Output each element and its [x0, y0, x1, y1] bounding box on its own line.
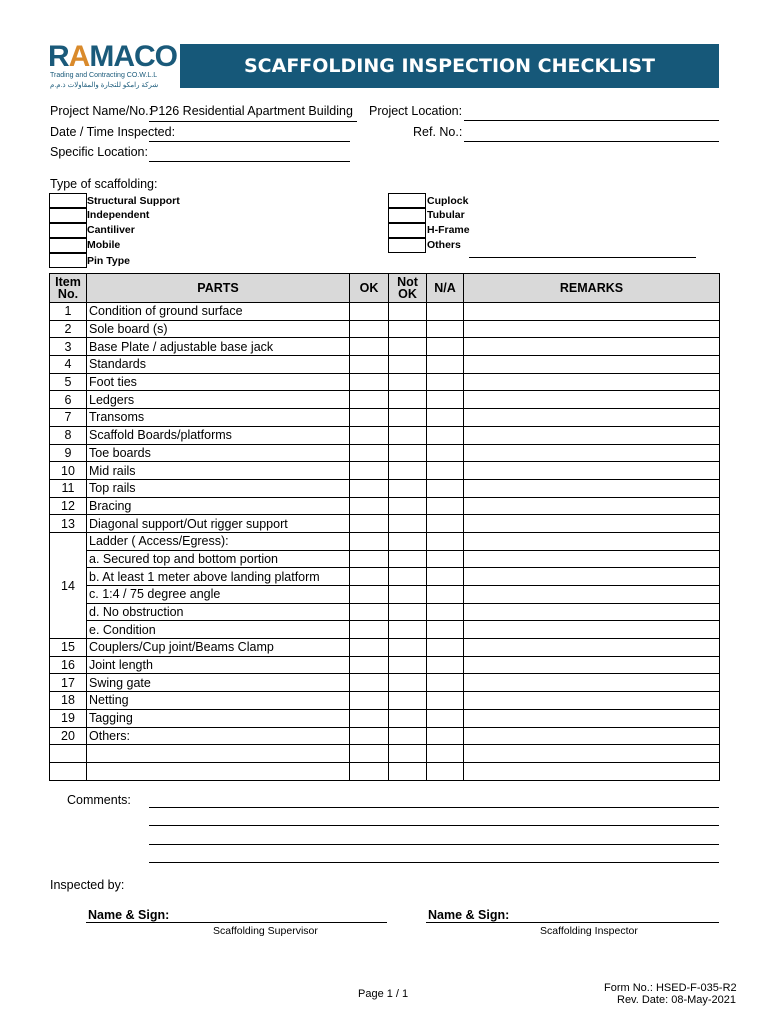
remarks-cell[interactable]: [464, 692, 720, 710]
not-ok-cell[interactable]: [389, 532, 427, 550]
item-number: 9: [50, 444, 87, 462]
table-row: [50, 727, 720, 745]
checkbox-cuplock[interactable]: [388, 193, 426, 208]
remarks-cell[interactable]: [464, 515, 720, 533]
part-name: Transoms: [87, 409, 350, 427]
na-cell[interactable]: [427, 745, 464, 763]
table-row: [50, 550, 720, 568]
type-label-pin-type: Pin Type: [87, 255, 130, 267]
comments-label: Comments:: [67, 793, 131, 807]
not-ok-cell[interactable]: [389, 338, 427, 356]
na-cell[interactable]: [427, 391, 464, 409]
remarks-cell[interactable]: [464, 373, 720, 391]
na-cell[interactable]: [427, 692, 464, 710]
page-number: Page 1 / 1: [358, 988, 409, 1000]
project-name-value[interactable]: P126 Residential Apartment Building: [150, 104, 353, 118]
ok-cell[interactable]: [350, 692, 389, 710]
not-ok-cell[interactable]: [389, 674, 427, 692]
remarks-cell[interactable]: [464, 603, 720, 621]
part-name: Joint length: [87, 656, 350, 674]
part-name: Top rails: [87, 479, 350, 497]
part-name: Condition of ground surface: [87, 303, 350, 321]
remarks-cell[interactable]: [464, 550, 720, 568]
part-name: Others:: [87, 727, 350, 745]
part-name: Standards: [87, 356, 350, 374]
remarks-cell[interactable]: [464, 391, 720, 409]
project-name-label: Project Name/No.:: [50, 104, 153, 118]
not-ok-cell[interactable]: [389, 586, 427, 604]
item-number: 6: [50, 391, 87, 409]
na-cell[interactable]: [427, 479, 464, 497]
ok-cell[interactable]: [350, 409, 389, 427]
part-name: Ladder ( Access/Egress):: [87, 532, 350, 550]
logo-arabic-name: شركة رامكو للتجارة والمقاولات ذ.م.م: [50, 82, 159, 89]
not-ok-cell[interactable]: [389, 444, 427, 462]
not-ok-cell[interactable]: [389, 709, 427, 727]
ok-cell[interactable]: [350, 532, 389, 550]
type-label-mobile: Mobile: [87, 239, 121, 251]
na-cell[interactable]: [427, 762, 464, 780]
remarks-cell[interactable]: [464, 497, 720, 515]
checkbox-mobile[interactable]: [49, 238, 87, 253]
remarks-cell[interactable]: [464, 444, 720, 462]
table-row: [50, 532, 720, 550]
comments-line-1[interactable]: [149, 807, 719, 808]
date-time-label: Date / Time Inspected:: [50, 125, 176, 139]
ok-cell[interactable]: [350, 426, 389, 444]
part-name: Diagonal support/Out rigger support: [87, 515, 350, 533]
ok-cell[interactable]: [350, 356, 389, 374]
table-row: [50, 515, 720, 533]
item-number: 20: [50, 727, 87, 745]
na-cell[interactable]: [427, 621, 464, 639]
supervisor-sign-field[interactable]: [86, 922, 387, 923]
table-row: [50, 674, 720, 692]
table-row: [50, 320, 720, 338]
not-ok-cell[interactable]: [389, 426, 427, 444]
ok-cell[interactable]: [350, 515, 389, 533]
remarks-cell[interactable]: [464, 532, 720, 550]
table-row: [50, 479, 720, 497]
type-label-cantiliver: Cantiliver: [87, 224, 135, 236]
na-cell[interactable]: [427, 639, 464, 657]
checkbox-pin-type[interactable]: [49, 253, 87, 268]
item-number: 17: [50, 674, 87, 692]
part-name: e. Condition: [87, 621, 350, 639]
not-ok-cell[interactable]: [389, 727, 427, 745]
checkbox-others[interactable]: [388, 238, 426, 253]
type-label-others: Others: [427, 239, 461, 251]
item-number: 4: [50, 356, 87, 374]
not-ok-cell[interactable]: [389, 391, 427, 409]
remarks-cell[interactable]: [464, 709, 720, 727]
item-number: 11: [50, 479, 87, 497]
ok-cell[interactable]: [350, 745, 389, 763]
table-row: [50, 462, 720, 480]
not-ok-cell[interactable]: [389, 621, 427, 639]
inspected-by-label: Inspected by:: [50, 878, 125, 892]
item-number: 16: [50, 656, 87, 674]
ok-cell[interactable]: [350, 568, 389, 586]
ok-cell[interactable]: [350, 727, 389, 745]
na-cell[interactable]: [427, 727, 464, 745]
ok-cell[interactable]: [350, 621, 389, 639]
remarks-cell[interactable]: [464, 426, 720, 444]
table-row: [50, 444, 720, 462]
ok-cell[interactable]: [350, 303, 389, 321]
project-location-label: Project Location:: [369, 104, 463, 118]
na-cell[interactable]: [427, 550, 464, 568]
remarks-cell[interactable]: [464, 674, 720, 692]
part-name: b. At least 1 meter above landing platform: [87, 568, 350, 586]
remarks-cell[interactable]: [464, 303, 720, 321]
remarks-cell[interactable]: [464, 409, 720, 427]
ok-cell[interactable]: [350, 497, 389, 515]
table-row: [50, 639, 720, 657]
not-ok-cell[interactable]: [389, 479, 427, 497]
ok-cell[interactable]: [350, 391, 389, 409]
project-name-line: [149, 121, 357, 122]
inspection-checklist-table: [49, 273, 720, 781]
remarks-cell[interactable]: [464, 656, 720, 674]
others-specify-field[interactable]: [469, 257, 696, 258]
ok-cell[interactable]: [350, 656, 389, 674]
item-number: 3: [50, 338, 87, 356]
part-name: d. No obstruction: [87, 603, 350, 621]
remarks-cell[interactable]: [464, 586, 720, 604]
na-cell[interactable]: [427, 426, 464, 444]
part-name: Mid rails: [87, 462, 350, 480]
header-parts: PARTS: [87, 274, 350, 303]
not-ok-cell[interactable]: [389, 550, 427, 568]
not-ok-cell[interactable]: [389, 497, 427, 515]
remarks-cell[interactable]: [464, 745, 720, 763]
na-cell[interactable]: [427, 709, 464, 727]
na-cell[interactable]: [427, 568, 464, 586]
ok-cell[interactable]: [350, 479, 389, 497]
checkbox-h-frame[interactable]: [388, 223, 426, 238]
table-row: [50, 568, 720, 586]
na-cell[interactable]: [427, 444, 464, 462]
table-row: [50, 426, 720, 444]
table-row: [50, 391, 720, 409]
table-row: [50, 373, 720, 391]
part-name: Foot ties: [87, 373, 350, 391]
type-label-tubular: Tubular: [427, 209, 465, 221]
remarks-cell[interactable]: [464, 356, 720, 374]
part-name: Tagging: [87, 709, 350, 727]
table-row: [50, 356, 720, 374]
comments-line-3[interactable]: [149, 844, 719, 845]
part-name: Base Plate / adjustable base jack: [87, 338, 350, 356]
not-ok-cell[interactable]: [389, 692, 427, 710]
part-name: Toe boards: [87, 444, 350, 462]
na-cell[interactable]: [427, 338, 464, 356]
not-ok-cell[interactable]: [389, 762, 427, 780]
na-cell[interactable]: [427, 320, 464, 338]
specific-location-field[interactable]: [149, 161, 350, 162]
na-cell[interactable]: [427, 303, 464, 321]
inspector-sign-field[interactable]: [426, 922, 719, 923]
type-label-structural-support: Structural Support: [87, 195, 180, 207]
table-row: [50, 303, 720, 321]
na-cell[interactable]: [427, 586, 464, 604]
item-number: 8: [50, 426, 87, 444]
checkbox-tubular[interactable]: [388, 208, 426, 223]
date-time-field[interactable]: [149, 141, 350, 142]
remarks-cell[interactable]: [464, 568, 720, 586]
ok-cell[interactable]: [350, 639, 389, 657]
not-ok-cell[interactable]: [389, 462, 427, 480]
header-item-no: Item No.: [50, 274, 87, 303]
ref-no-label: Ref. No.:: [413, 125, 463, 139]
ok-cell[interactable]: [350, 338, 389, 356]
table-row: [50, 409, 720, 427]
table-row: [50, 656, 720, 674]
item-number: 1: [50, 303, 87, 321]
part-name: Ledgers: [87, 391, 350, 409]
header-ok: OK: [350, 274, 389, 303]
page-title: SCAFFOLDING INSPECTION CHECKLIST: [180, 44, 719, 88]
company-logo: [48, 42, 180, 90]
not-ok-cell[interactable]: [389, 373, 427, 391]
not-ok-cell[interactable]: [389, 745, 427, 763]
part-name: [87, 762, 350, 780]
not-ok-cell[interactable]: [389, 568, 427, 586]
specific-location-label: Specific Location:: [50, 145, 148, 159]
na-cell[interactable]: [427, 356, 464, 374]
remarks-cell[interactable]: [464, 462, 720, 480]
logo-wordmark: RAMACO: [48, 40, 177, 73]
part-name: [87, 745, 350, 763]
part-name: Scaffold Boards/platforms: [87, 426, 350, 444]
ok-cell[interactable]: [350, 762, 389, 780]
item-number: 13: [50, 515, 87, 533]
not-ok-cell[interactable]: [389, 409, 427, 427]
item-number: 19: [50, 709, 87, 727]
item-number: 10: [50, 462, 87, 480]
logo-subtitle: Trading and Contracting CO.W.L.L: [50, 72, 158, 79]
part-name: Swing gate: [87, 674, 350, 692]
scaffold-type-heading: Type of scaffolding:: [50, 177, 158, 191]
remarks-cell[interactable]: [464, 338, 720, 356]
table-row: [50, 338, 720, 356]
comments-line-2[interactable]: [149, 825, 719, 826]
table-row: [50, 762, 720, 780]
ok-cell[interactable]: [350, 320, 389, 338]
not-ok-cell[interactable]: [389, 356, 427, 374]
table-row: [50, 621, 720, 639]
checkbox-independent[interactable]: [49, 208, 87, 223]
supervisor-sign-label: Name & Sign:: [88, 908, 170, 922]
supervisor-role: Scaffolding Supervisor: [213, 925, 318, 937]
na-cell[interactable]: [427, 409, 464, 427]
na-cell[interactable]: [427, 515, 464, 533]
remarks-cell[interactable]: [464, 727, 720, 745]
na-cell[interactable]: [427, 373, 464, 391]
item-number: 5: [50, 373, 87, 391]
item-number: [50, 745, 87, 763]
not-ok-cell[interactable]: [389, 320, 427, 338]
revision-date: Rev. Date: 08-May-2021: [617, 994, 737, 1006]
not-ok-cell[interactable]: [389, 603, 427, 621]
ok-cell[interactable]: [350, 586, 389, 604]
not-ok-cell[interactable]: [389, 303, 427, 321]
part-name: Sole board (s): [87, 320, 350, 338]
item-number: 7: [50, 409, 87, 427]
not-ok-cell[interactable]: [389, 639, 427, 657]
checkbox-structural-support[interactable]: [49, 193, 87, 208]
ok-cell[interactable]: [350, 550, 389, 568]
na-cell[interactable]: [427, 674, 464, 692]
inspector-sign-label: Name & Sign:: [428, 908, 510, 922]
part-name: Bracing: [87, 497, 350, 515]
remarks-cell[interactable]: [464, 479, 720, 497]
header-na: N/A: [427, 274, 464, 303]
item-number: [50, 762, 87, 780]
part-name: c. 1:4 / 75 degree angle: [87, 586, 350, 604]
remarks-cell[interactable]: [464, 320, 720, 338]
type-label-independent: Independent: [87, 209, 150, 221]
type-label-cuplock: Cuplock: [427, 195, 469, 207]
checkbox-cantiliver[interactable]: [49, 223, 87, 238]
item-number: 2: [50, 320, 87, 338]
part-name: Couplers/Cup joint/Beams Clamp: [87, 639, 350, 657]
ok-cell[interactable]: [350, 674, 389, 692]
not-ok-cell[interactable]: [389, 515, 427, 533]
type-label-h-frame: H-Frame: [427, 224, 470, 236]
table-row: [50, 603, 720, 621]
table-row: [50, 586, 720, 604]
ok-cell[interactable]: [350, 709, 389, 727]
part-name: a. Secured top and bottom portion: [87, 550, 350, 568]
ref-no-field[interactable]: [464, 141, 719, 142]
table-row: [50, 497, 720, 515]
na-cell[interactable]: [427, 497, 464, 515]
form-number: Form No.: HSED-F-035-R2: [604, 982, 737, 994]
item-number: 14: [50, 532, 87, 638]
remarks-cell[interactable]: [464, 639, 720, 657]
table-header-row: [50, 274, 720, 303]
ok-cell[interactable]: [350, 462, 389, 480]
remarks-cell[interactable]: [464, 621, 720, 639]
inspector-role: Scaffolding Inspector: [540, 925, 638, 937]
header-not-ok: Not OK: [389, 274, 427, 303]
table-row: [50, 692, 720, 710]
comments-line-4[interactable]: [149, 862, 719, 863]
project-location-field[interactable]: [464, 120, 719, 121]
ok-cell[interactable]: [350, 444, 389, 462]
table-row: [50, 745, 720, 763]
table-row: [50, 709, 720, 727]
header-remarks: REMARKS: [464, 274, 720, 303]
part-name: Netting: [87, 692, 350, 710]
remarks-cell[interactable]: [464, 762, 720, 780]
item-number: 18: [50, 692, 87, 710]
not-ok-cell[interactable]: [389, 656, 427, 674]
item-number: 12: [50, 497, 87, 515]
ok-cell[interactable]: [350, 603, 389, 621]
ok-cell[interactable]: [350, 373, 389, 391]
item-number: 15: [50, 639, 87, 657]
na-cell[interactable]: [427, 603, 464, 621]
na-cell[interactable]: [427, 656, 464, 674]
na-cell[interactable]: [427, 532, 464, 550]
na-cell[interactable]: [427, 462, 464, 480]
